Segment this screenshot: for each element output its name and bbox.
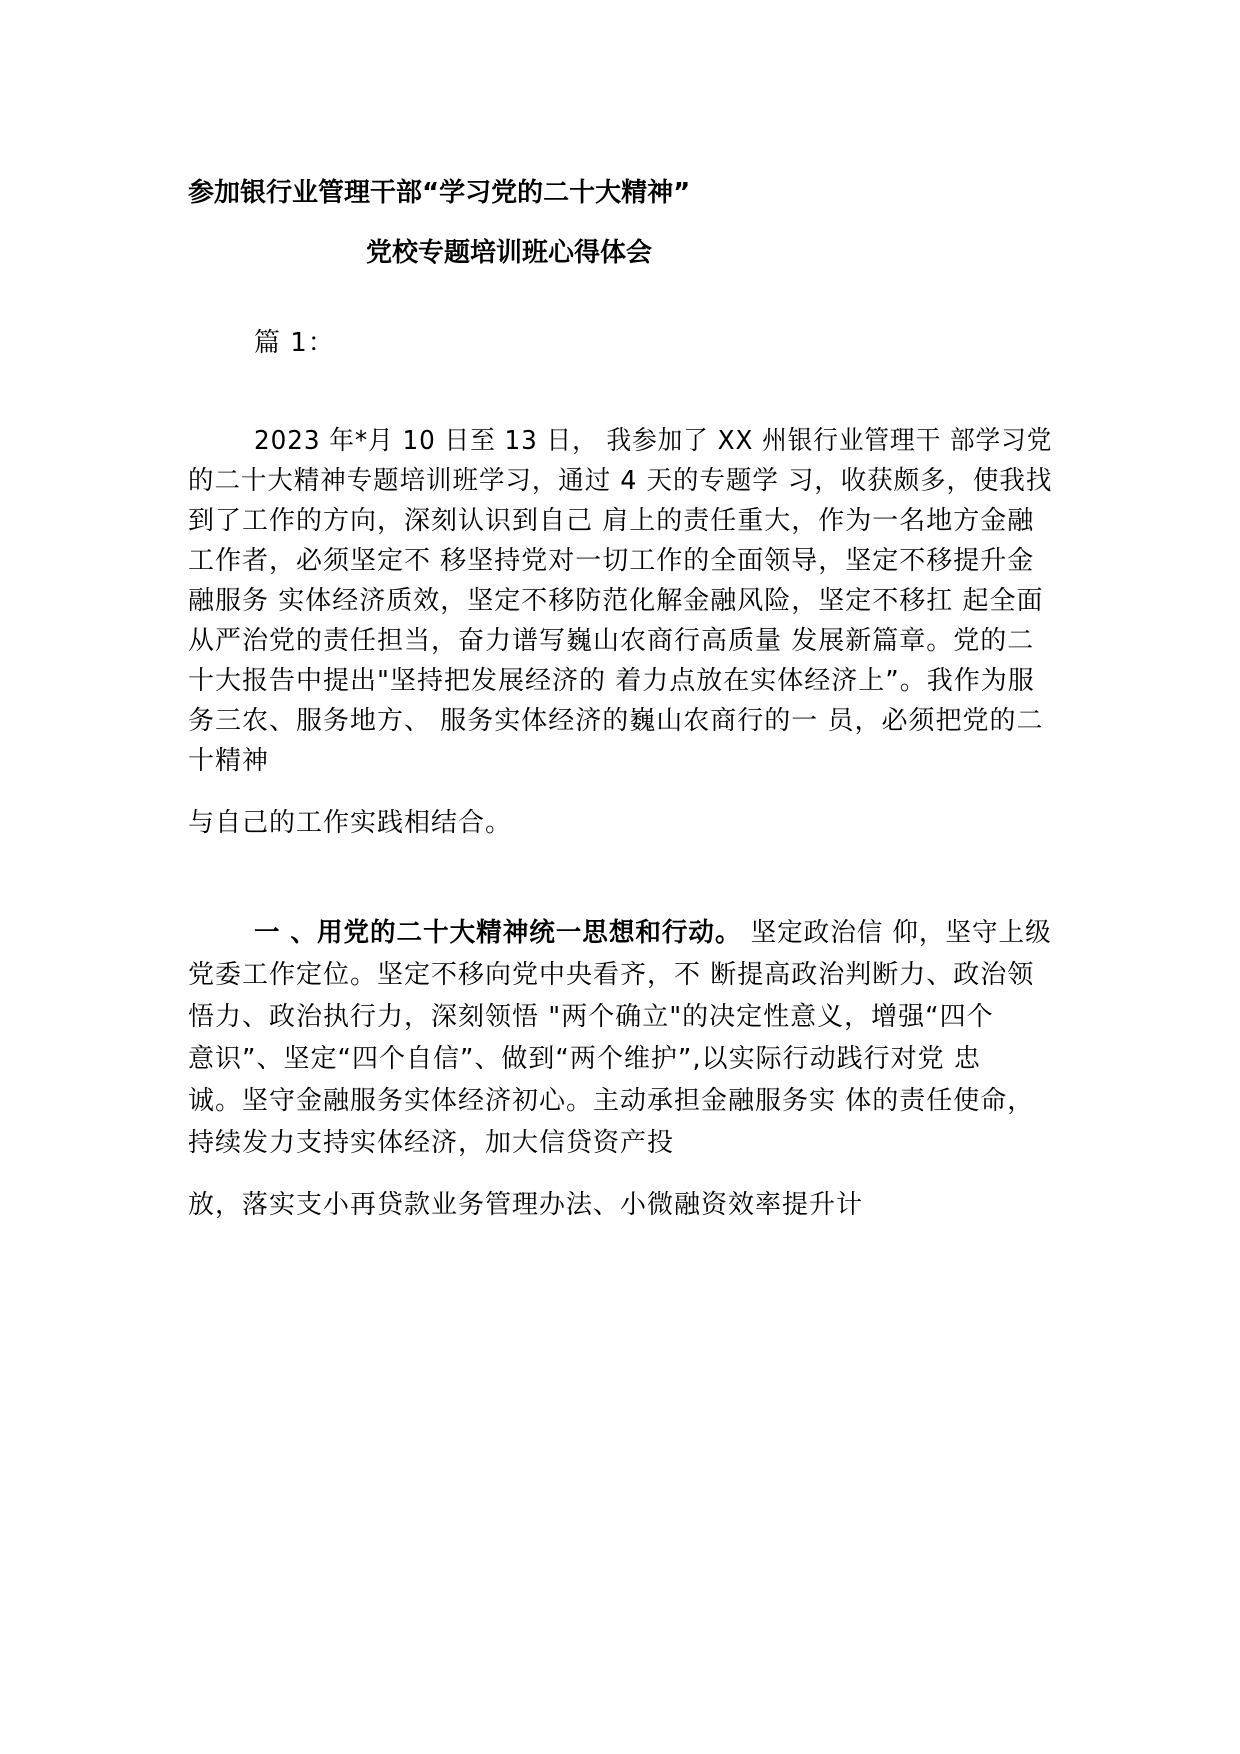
paragraph-line: 十精神 xyxy=(188,746,270,776)
paragraph-line: 与自己的工作实践相结合。 xyxy=(188,808,513,838)
section-1-first-line xyxy=(254,920,1052,946)
paragraph-line: 到了工作的方向，深刻认识到自己 肩上的责任重大，作为一名地方金融 xyxy=(188,506,1035,536)
section-1-first-rest: 坚定政治信 仰，坚守上级 xyxy=(741,918,1052,948)
document-title-line2: 党校专题培训班心得体会 xyxy=(366,238,653,268)
paragraph-line: 十大报告中提出"坚持把发展经济的 着力点放在实体经济上”。我作为服 xyxy=(188,666,1035,696)
section-label: 篇 1： xyxy=(254,328,335,358)
paragraph-line: 党委工作定位。坚定不移向党中央看齐，不 断提高政治判断力、政治领 xyxy=(188,960,1035,990)
paragraph-line: 意识”、坚定“四个自信”、做到“两个维护”,以实际行动践行对党 忠 xyxy=(188,1044,981,1074)
paragraph-line: 务三农、服务地方、 服务实体经济的巍山农商行的一 员，必须把党的二 xyxy=(188,706,1044,736)
paragraph-line: 融服务 实体经济质效，坚定不移防范化解金融风险，坚定不移扛 起全面 xyxy=(188,586,1044,616)
paragraph-line: 2023 年*月 10 日至 13 日， 我参加了 XX 州银行业管理干 部学习党 xyxy=(254,426,1053,456)
paragraph-line: 悟力、政治执行力，深刻领悟 "两个确立"的决定性意义，增强“四个 xyxy=(188,1002,994,1032)
paragraph-line: 持续发力支持实体经济，加大信贷资产投 xyxy=(188,1128,675,1158)
paragraph-line: 诚。坚守金融服务实体经济初心。主动承担金融服务实 体的责任使命， xyxy=(188,1086,1035,1116)
paragraph-line: 的二十大精神专题培训班学习，通过 4 天的专题学 习，收获颇多，使我找 xyxy=(188,466,1053,496)
paragraph-line: 从严治党的责任担当，奋力谱写巍山农商行高质量 发展新篇章。党的二 xyxy=(188,626,1035,656)
paragraph-line: 放，落实支小再贷款业务管理办法、小微融资效率提升计 xyxy=(188,1190,864,1220)
document-title-line1: 参加银行业管理干部“学习党的二十大精神” xyxy=(188,178,691,208)
section-1-heading: 一 、用党的二十大精神统一思想和行动。 xyxy=(254,918,742,948)
paragraph-line: 工作者，必须坚定不 移坚持党对一切工作的全面领导，坚定不移提升金 xyxy=(188,546,1035,576)
